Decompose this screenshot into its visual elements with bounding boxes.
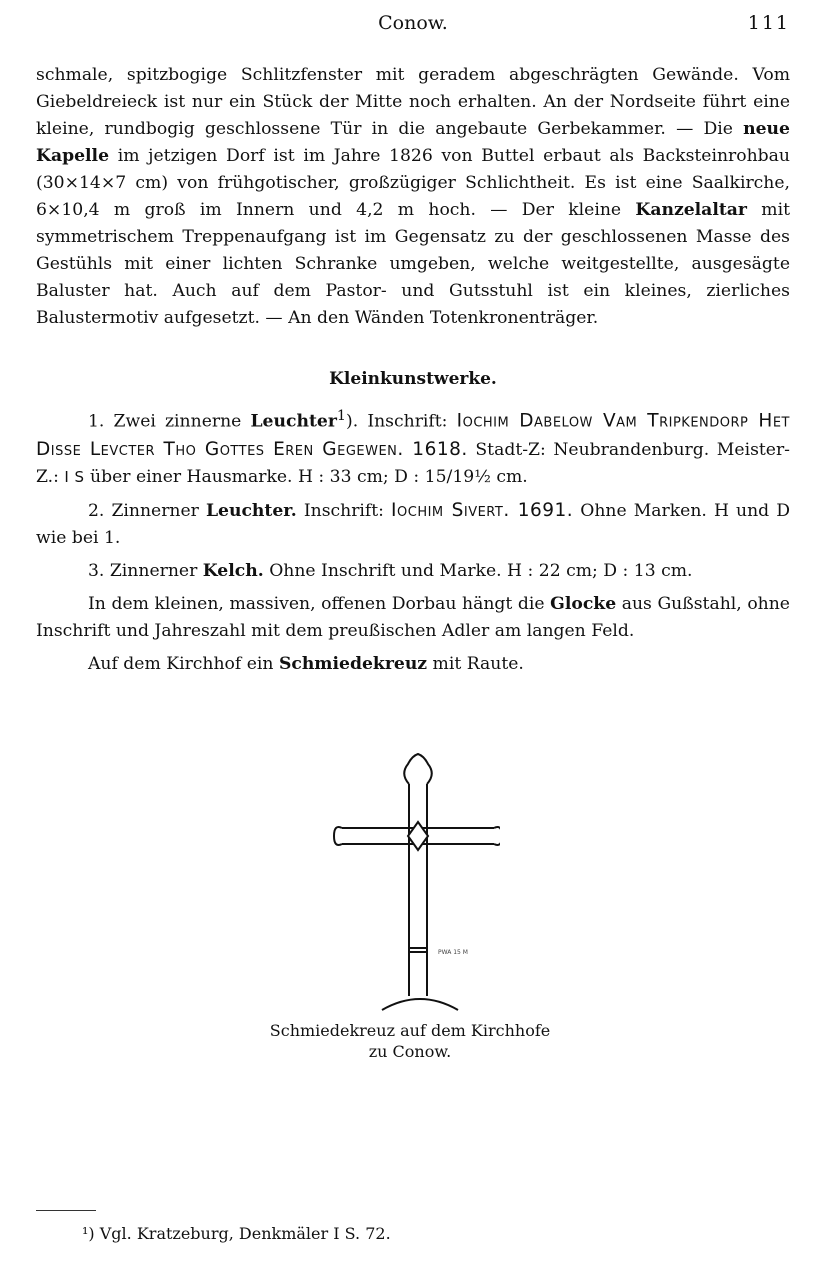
item-1 [36, 403, 790, 491]
section-heading: Kleinkunstwerke. [329, 369, 497, 389]
master-mark: I S [64, 467, 85, 486]
text-run: über einer Hausmarke. H : 33 cm; D : 15/19½ cm. [84, 466, 528, 487]
cross-ring [409, 948, 427, 952]
text-run: 1. Zwei zinnerne [88, 411, 251, 432]
footnote-text: Vgl. Kratzeburg, Denkmäler I S. 72. [99, 1224, 391, 1243]
text-run: im jetzigen Dorf ist im Jahre 1826 von Buttel erbaut als Backsteinrohbau (30×14×7 cm) von frühgotischer, großzügiger Schlichtheit. Es ist eine Saalkirche, 6×10,4 m groß im Innern und 4,2 m hoch. — Der kleine [36, 146, 790, 220]
text-run: Ohne Inschrift und Marke. H : 22 cm; D : 13 cm. [263, 560, 693, 581]
term-leuchter: Leuchter [250, 411, 337, 432]
text-run: mit Raute. [427, 653, 524, 674]
text-run: Inschrift: [296, 500, 392, 521]
text-run: schmale, spitzbogige Schlitzfenster mit geradem abgeschrägten Gewände. Vom Giebeldreieck ist nur ein Stück der Mitte noch erhalten. An der Nordseite führt eine kleine, rundbogig geschlossene Tür in die angebaute Gerbekammer. — Die [36, 65, 790, 139]
cross-inscription: PWA 15 M [438, 949, 468, 956]
term-kelch: Kelch. [202, 560, 264, 581]
figure-caption [230, 1020, 590, 1062]
footnote-ref: 1 [336, 408, 347, 424]
cross-drawing [320, 752, 500, 1014]
running-header [36, 8, 790, 38]
term-leuchter: Leuchter. [205, 500, 297, 521]
cross-left-finial [334, 827, 342, 845]
term-glocke: Glocke [550, 593, 617, 614]
footnote-rule [36, 1210, 96, 1211]
caption-line: zu Conow. [368, 1042, 452, 1061]
paragraph-glocke [36, 591, 790, 645]
footnote [82, 1224, 391, 1243]
caption-line: Schmiedekreuz auf dem Kirchhofe [269, 1021, 551, 1040]
cross-illustration [320, 752, 500, 1014]
text-run: 2. Zinnerner [88, 500, 206, 521]
term-neue-kapelle: neue Kapelle [36, 119, 790, 166]
term-kanzelaltar: Kanzelaltar [635, 200, 747, 220]
text-run: aus Gußstahl, ohne Inschrift und Jahreszahl mit dem preußischen Adler am langen Feld. [36, 593, 790, 641]
term-schmiedekreuz: Schmiedekreuz [278, 653, 428, 674]
main-text [36, 62, 790, 678]
cross-top-finial [404, 754, 432, 784]
text-run: In dem kleinen, massiven, offenen Dorbau hängt die [88, 593, 551, 614]
text-run: mit symmetrischem Treppenaufgang ist im Gegensatz zu der geschlossenen Masse des Gestühls mit einer lichten Schranke umgeben, welche weitgestellte, ausgesägte Baluster hat. Auch auf dem Pastor- und Gutsstuhl ist ein kleines, zierliches Balustermotiv aufgesetzt. — An den Wänden Totenkronenträger. [36, 200, 790, 328]
rhombus-ornament [408, 822, 428, 850]
paragraph-description [36, 62, 790, 332]
cross-shaft [409, 784, 427, 996]
text-run: Auf dem Kirchhof ein [88, 653, 279, 674]
text-run: Ohne Marken. H und D wie bei 1. [36, 500, 790, 548]
text-run: ). Inschrift: [346, 411, 457, 432]
mound-line [382, 999, 458, 1010]
inscription-text: Iochim Dabelow Vam Tripkendorp Het Disse Levcter Tho Gottes Eren Gegewen. 1618. [36, 410, 790, 460]
item-3 [36, 558, 790, 585]
paragraph-schmiedekreuz [36, 651, 790, 678]
text-run: 3. Zinnerner [88, 560, 203, 581]
text-run: Stadt-Z: Neubrandenburg. Meister-Z.: [36, 439, 790, 487]
inscription-text: Iochim Sivert. 1691. [391, 499, 574, 521]
running-title: Conow. [378, 12, 448, 34]
item-2 [36, 497, 790, 552]
cross-right-finial [494, 827, 500, 845]
page-number: 111 [747, 12, 790, 34]
footnote-marker: ¹) [82, 1224, 95, 1243]
